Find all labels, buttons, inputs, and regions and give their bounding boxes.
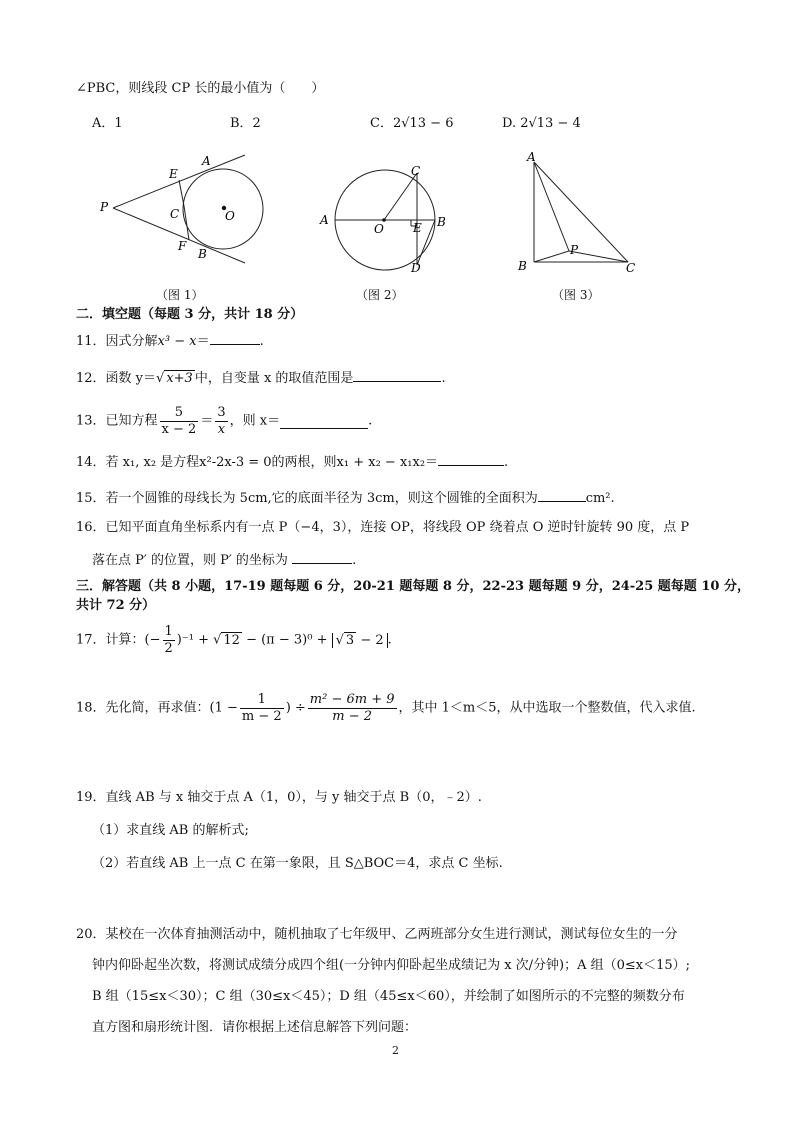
fig3-label-b: B [518,259,527,273]
q18-frac2 [308,692,397,725]
option-c: C．2√13 − 6 [370,116,454,131]
section2-heading: 二．填空题（每题 3 分，共计 18 分） [76,307,304,322]
q20-line4: 直方图和扇形统计图．请你根据上述信息解答下列问题： [92,1020,418,1035]
q18-mid: ) ÷ [285,700,306,716]
q15-unit: cm². [585,491,615,506]
fig3-label-a: A [527,150,536,164]
q13: 13．已知方程 $\frac{5}{x - 2}$ ＝ $\frac{3}{x}$ ，则 x＝ . [76,405,373,437]
q19-part1: （1）求直线 AB 的解析式; [92,823,249,838]
q16-line2: 落在点 P′ 的位置，则 P′ 的坐标为 . [92,550,356,570]
q17-part2: )⁻¹ + [176,632,214,648]
q17-abs: √ 3 − 2 [332,633,388,648]
q13-num1: 5 [160,405,199,422]
q13-prefix: 13．已知方程 [76,413,158,429]
q14-blank [438,452,504,466]
fig2-label-b: B [437,215,446,229]
q11: 11．因式分解x³ − x＝ . [76,331,264,351]
figure-3-caption: （图 3） [552,288,600,302]
fig2-label-e: E [413,221,422,235]
q17-half-den: 2 [164,641,173,656]
fig1-label-e: E [169,167,178,181]
q14: 14．若 x₁, x₂ 是方程x²-2x-3 = 0的两根，则x₁ + x₂ − x₁x₂＝ . [76,452,508,472]
q20-line3: B 组（15≤x＜30）；C 组（30≤x＜45）；D 组（45≤x＜60），并绘制了如图所示的不完整的频数分布 [92,989,685,1004]
q17-part3: − (π − 3)⁰ + [241,632,332,648]
q17-half-num: 1 [164,624,173,639]
q11-prefix: 11．因式分解 [76,334,158,349]
section3-heading-l1: 三．解答题（共 8 小题，17-19 题每题 6 分，20-21 题每题 8 分，22-23 题每题 9 分，24-25 题每题 10 分， [76,579,750,594]
q12-prefix: 12．函数 y＝ [76,371,157,386]
option-b: B．2 [230,116,261,131]
q17-abs-tail: − 2 [356,632,384,648]
q19-part2: （2）若直线 AB 上一点 C 在第一象限，且 S△BOC＝4，求点 C 坐标. [92,856,503,871]
q20-line2: 钟内仰卧起坐次数，将测试成绩分成四个组(一分钟内仰卧起坐成绩记为 x 次/分钟)；A 组（0≤x＜15）; [92,958,691,973]
q17-sqrt12: 12 [223,632,240,648]
q13-suffix: ，则 x＝ [229,413,281,429]
q18-f1d: m − 2 [241,709,282,724]
figure-2 [315,160,455,280]
fig2-label-c: C [411,164,421,178]
q13-blank [280,415,368,429]
figure-1-caption: （图 1） [156,288,204,302]
q18-f1n: 1 [240,692,284,709]
option-a: A．1 [92,116,123,131]
q18-suffix: ，其中 1＜m＜5，从中选取一个整数值，代入求值. [398,700,696,716]
q17-suffix: . [387,632,392,648]
q17: 17．计算：(− $\frac{1}{2}$ )⁻¹ + √ 12 − (π − 3)⁰ + √ 3 − 2 . [76,624,392,656]
q11-suffix: ＝ [196,334,210,349]
fig2-label-a: A [320,213,329,227]
q18-prefix: 18．先化简，再求值：(1 − [76,700,238,716]
q13-num2: 3 [217,405,226,420]
fig2-label-o: O [374,222,384,236]
fig1-label-b: B [198,247,207,261]
option-d: D. 2√13 − 4 [502,116,581,131]
q19: 19．直线 AB 与 x 轴交于点 A（1，0），与 y 轴交于点 B（0，﹣2）. [76,790,482,805]
q12-radicand: x+3 [166,371,193,386]
q10-tail: ∠PBC，则线段 CP 长的最小值为（ ） [76,81,325,96]
q15-text: 15．若一个圆锥的母线长为 5cm,它的底面半径为 3cm，则这个圆锥的全面积为 [76,491,538,506]
q17-abs-radicand: 3 [345,632,355,648]
q13-fraction-right [215,405,227,438]
q12: 12．函数 y＝√ x+3 中，自变量 x 的取值范围是 . [76,368,446,388]
q18 [76,692,696,732]
q11-expr: x³ − x [157,334,197,349]
fig3-label-p: P [570,243,579,257]
q13-den2: x [217,422,226,437]
page-number: 2 [392,1044,399,1057]
fig1-label-p: P [100,200,109,214]
figure-2-caption: （图 2） [356,288,404,302]
fig2-label-d: D [411,261,421,275]
q17-half [163,624,175,657]
q16-text: 落在点 P′ 的位置，则 P′ 的坐标为 [92,553,288,568]
fig1-label-c: C [170,207,180,221]
fig1-label-o: O [225,209,235,223]
q18-f2d: m − 2 [332,709,373,724]
q12-blank [353,368,441,382]
q14-text: 14．若 x₁, x₂ 是方程x²-2x-3 = 0的两根，则x₁ + x₂ − x₁x₂＝ [76,455,439,470]
section3-heading-l2: 共计 72 分） [76,598,156,613]
q18-frac1 [240,692,284,725]
q11-blank [210,331,260,345]
q13-fraction-left [160,405,199,438]
fig1-label-a: A [202,154,211,168]
fig3-label-c: C [626,261,636,275]
q20-line1: 20．某校在一次体育抽测活动中，随机抽取了七年级甲、乙两班部分女生进行测试，测试每位女生的一分 [76,927,678,942]
q15 [76,488,615,508]
q17-prefix: 17．计算：(− [76,632,161,648]
q12-suffix: 中，自变量 x 的取值范围是 [194,371,354,386]
q18-f2n: m² − 6m + 9 [309,692,395,707]
fig1-label-f: F [178,239,187,253]
q16-line1: 16．已知平面直角坐标系内有一点 P（−4，3），连接 OP，将线段 OP 绕着点 O 逆时针旋转 90 度，点 P [76,520,690,535]
q16-blank [292,550,352,564]
figure-1 [95,148,265,273]
q13-den1: x − 2 [161,422,197,437]
q15-blank [538,488,586,502]
figure-3 [512,148,647,276]
